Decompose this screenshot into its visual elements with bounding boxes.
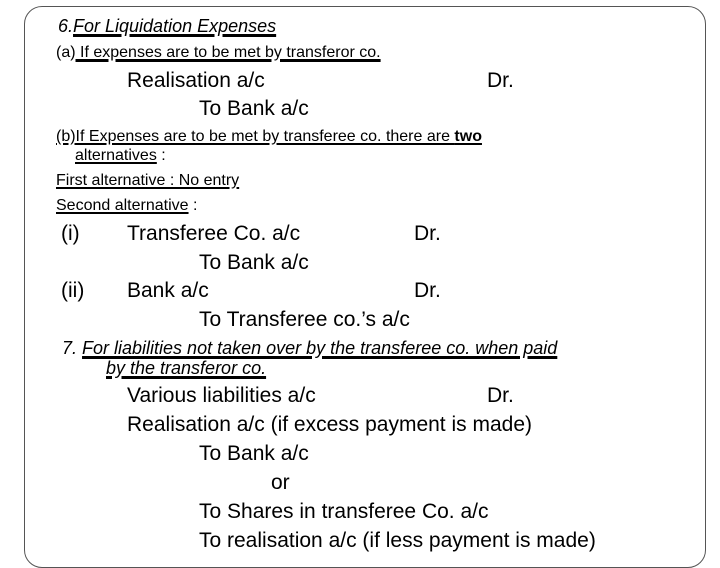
- option-a-prefix: (a: [56, 44, 71, 61]
- entry-realisation-dr: Dr.: [487, 69, 514, 92]
- second-alternative-colon: :: [188, 197, 198, 214]
- option-b-text: (b)If Expenses are to be met by transferee co. there are: [56, 128, 455, 145]
- section6-number: 6.: [58, 16, 74, 36]
- option-b-colon: :: [156, 147, 166, 164]
- entry-7-to-bank: To Bank a/c: [199, 442, 309, 465]
- option-a-line: [56, 44, 381, 62]
- option-b-bold: two: [454, 128, 482, 145]
- entry-to-bank: To Bank a/c: [199, 97, 309, 120]
- alt-ii-label: (ii): [61, 279, 85, 302]
- section7-number: 7.: [62, 338, 78, 358]
- entry-bank: Bank a/c: [127, 279, 209, 302]
- entry-to-realisation-less: To realisation a/c (if less payment is made): [199, 529, 596, 552]
- entry-realisation: Realisation a/c: [127, 69, 265, 92]
- option-b-line1: [56, 128, 482, 146]
- option-b-alternatives: alternatives: [75, 147, 157, 164]
- option-a-text: ) If expenses are to be met by transferor co.: [70, 44, 381, 61]
- option-b-line2: [75, 147, 166, 165]
- entry-to-shares: To Shares in transferee Co. a/c: [199, 500, 489, 523]
- section6-heading: [58, 16, 276, 37]
- entry-to-transferee: To Transferee co.’s a/c: [199, 308, 410, 331]
- second-alternative-label: Second alternative: [56, 197, 189, 214]
- section6-title: For Liquidation Expenses: [73, 16, 277, 36]
- section7-heading: [62, 338, 557, 359]
- entry-various-liabilities: Various liabilities a/c: [127, 384, 316, 407]
- entry-realisation-excess: Realisation a/c (if excess payment is made): [127, 413, 532, 436]
- alt-i-label: (i): [61, 222, 80, 245]
- first-alternative: First alternative : No entry: [56, 172, 240, 189]
- entry-transferee: Transferee Co. a/c: [127, 222, 301, 245]
- section7-title-line2: by the transferor co.: [106, 358, 267, 378]
- entry-or: or: [271, 471, 290, 494]
- second-alternative: [56, 197, 197, 215]
- entry-transferee-dr: Dr.: [414, 222, 441, 245]
- section7-title-line1: For liabilities not taken over by the transferee co. when paid: [82, 338, 558, 358]
- entry-various-liabilities-dr: Dr.: [487, 384, 514, 407]
- entry-i-to-bank: To Bank a/c: [199, 251, 309, 274]
- entry-bank-dr: Dr.: [414, 279, 441, 302]
